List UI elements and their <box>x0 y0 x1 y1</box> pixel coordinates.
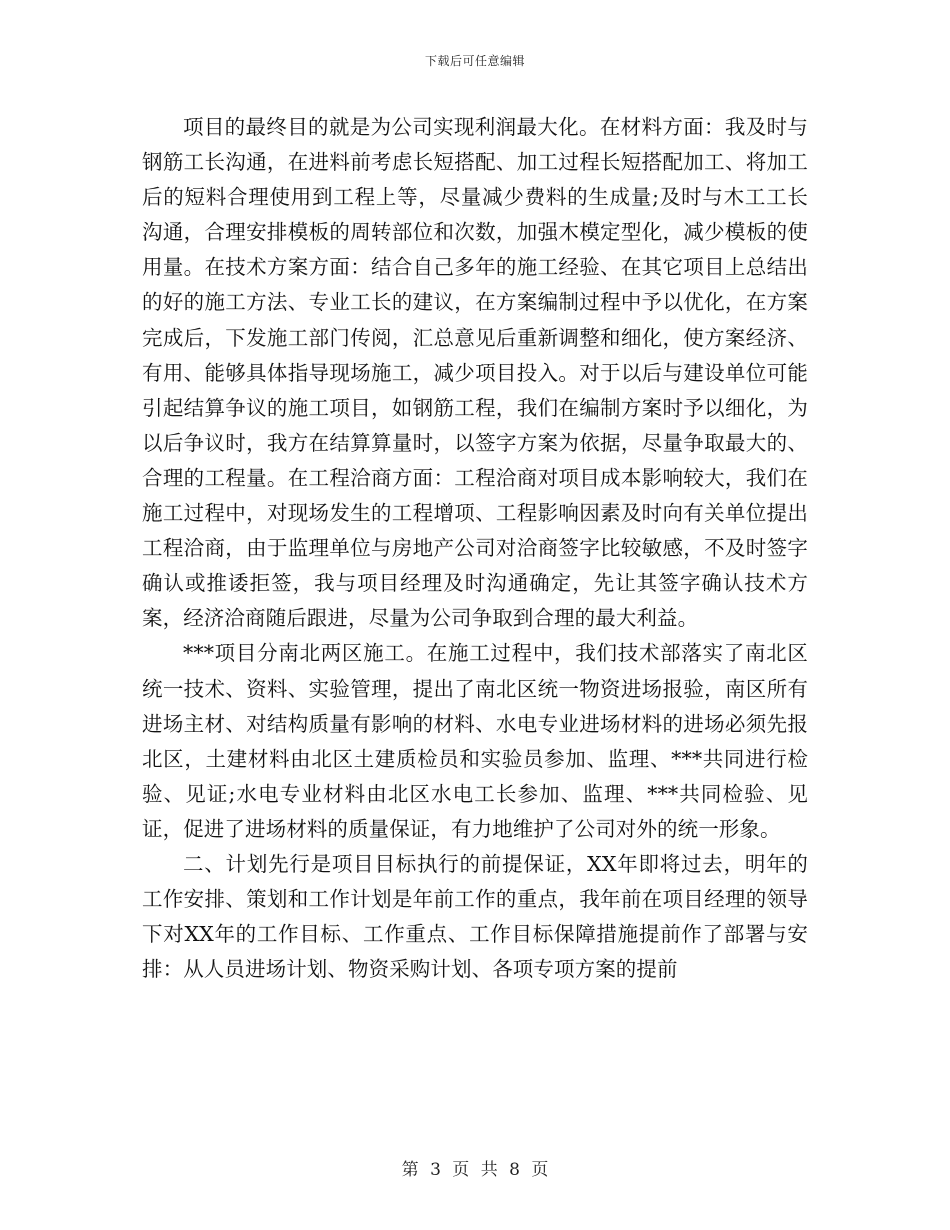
page-number-footer: 第 3 页 共 8 页 <box>401 1160 549 1180</box>
document-body <box>142 110 808 987</box>
paragraph-1: 项目的最终目的就是为公司实现利润最大化。在材料方面：我及时与钢筋工长沟通，在进料前考虑长短搭配、加工过程长短搭配加工、将加工后的短料合理使用到工程上等，尽量减少费料的生成量;及时与木工工长沟通，合理安排模板的周转部位和次数，加强木模定型化，减少模板的使用量。在技术方案方面：结合自己多年的施工经验、在其它项目上总结出的好的施工方法、专业工长的建议，在方案编制过程中予以优化，在方案完成后，下发施工部门传阅，汇总意见后重新调整和细化，使方案经济、有用、能够具体指导现场施工，减少项目投入。对于以后与建设单位可能引起结算争议的施工项目，如钢筋工程，我们在编制方案时予以细化，为以后争议时，我方在结算算量时，以签字方案为依据，尽量争取最大的、合理的工程量。在工程洽商方面：工程洽商对项目成本影响较大，我们在施工过程中，对现场发生的工程增项、工程影响因素及时向有关单位提出工程洽商，由于监理单位与房地产公司对洽商签字比较敏感，不及时签字确认或推诿拒签，我与项目经理及时沟通确定，先让其签字确认技术方案，经济洽商随后跟进，尽量为公司争取到合理的最大利益。 <box>142 115 808 631</box>
paragraph-2: ***项目分南北两区施工。在施工过程中，我们技术部落实了南北区统一技术、资料、实验管理，提出了南北区统一物资进场报验，南区所有进场主材、对结构质量有影响的材料、水电专业进场材料的进场必须先报北区，土建材料由北区土建质检员和实验员参加、监理、***共同进行检验、见证;水电专业材料由北区水电工长参加、监理、***共同检验、见证，促进了进场材料的质量保证，有力地维护了公司对外的统一形象。 <box>142 641 808 841</box>
paragraph-3: 二、计划先行是项目目标执行的前提保证，XX年即将过去，明年的工作安排、策划和工作计划是年前工作的重点，我年前在项目经理的领导下对XX年的工作目标、工作重点、工作目标保障措施提前作了部署与安排：从人员进场计划、物资采购计划、各项专项方案的提前 <box>142 851 808 982</box>
page-header: 下载后可任意编辑 <box>424 54 525 68</box>
